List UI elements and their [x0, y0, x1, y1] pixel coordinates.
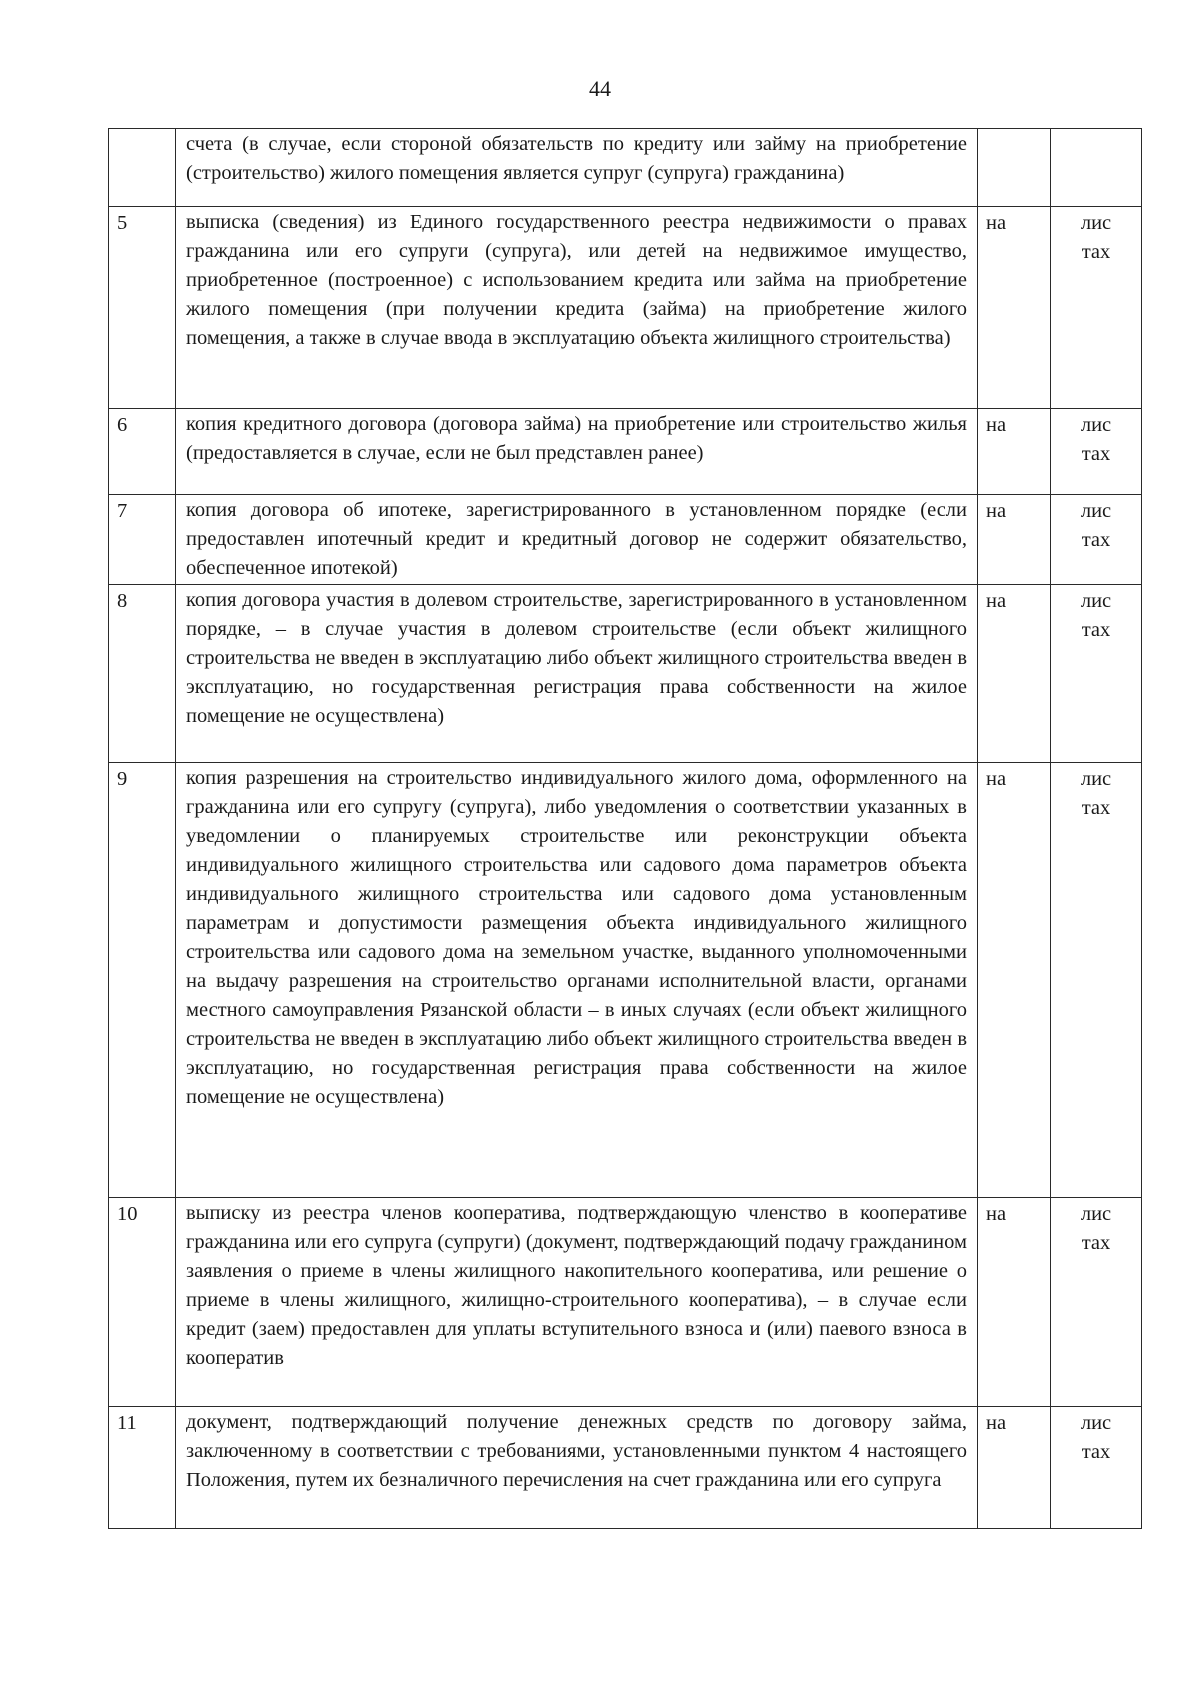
row-na: на: [978, 1198, 1051, 1407]
table-row: [109, 207, 1142, 409]
row-sheets: лис тах: [1051, 585, 1142, 763]
row-sheets: [1051, 129, 1142, 207]
table-row: [109, 129, 1142, 207]
table-row: [109, 1198, 1142, 1407]
row-text: копия договора об ипотеке, зарегистрированного в установленном порядке (если предоставлен ипотечный кредит и кредитный договор не содержит обязательство, обеспеченное ипотекой): [176, 495, 978, 585]
row-text: копия договора участия в долевом строительстве, зарегистрированного в установленном порядке, – в случае участия в долевом строительстве (если объект жилищного строительства не введен в эксплуатацию либо объект жилищного строительства введен в эксплуатацию, но государственная регистрация права собственности на жилое помещение не осуществлена): [176, 585, 978, 763]
row-number: 11: [109, 1407, 176, 1529]
row-sheets: лис тах: [1051, 409, 1142, 495]
row-sheets: лис тах: [1051, 1198, 1142, 1407]
row-number: 6: [109, 409, 176, 495]
row-sheets: лис тах: [1051, 495, 1142, 585]
row-number: 5: [109, 207, 176, 409]
row-na: на: [978, 495, 1051, 585]
row-text: копия разрешения на строительство индивидуального жилого дома, оформленного на гражданина или его супругу (супруга), либо уведомления о соответствии указанных в уведомлении о планируемых строительстве или реконструкции объекта индивидуального жилищного строительства или садового дома параметров объекта индивидуального жилищного строительства или садового дома установленным параметрам и допустимости размещения объекта индивидуального жилищного строительства или садового дома на земельном участке, выданного уполномоченными на выдачу разрешения на строительство органами исполнительной власти, органами местного самоуправления Рязанской области – в иных случаях (если объект жилищного строительства не введен в эксплуатацию либо объект жилищного строительства введен в эксплуатацию, но государственная регистрация права собственности на жилое помещение не осуществлена): [176, 763, 978, 1198]
row-text: счета (в случае, если стороной обязательств по кредиту или займу на приобретение (строительство) жилого помещения является супруг (супруга) гражданина): [176, 129, 978, 207]
row-number: 8: [109, 585, 176, 763]
row-sheets: лис тах: [1051, 1407, 1142, 1529]
row-na: на: [978, 763, 1051, 1198]
table-row: [109, 763, 1142, 1198]
row-number: [109, 129, 176, 207]
row-na: на: [978, 585, 1051, 763]
row-text: документ, подтверждающий получение денежных средств по договору займа, заключенному в соответствии с требованиями, установленными пунктом 4 настоящего Положения, путем их безналичного перечисления на счет гражданина или его супруга: [176, 1407, 978, 1529]
row-number: 10: [109, 1198, 176, 1407]
row-na: [978, 129, 1051, 207]
row-number: 9: [109, 763, 176, 1198]
row-na: на: [978, 1407, 1051, 1529]
row-text: выписку из реестра членов кооператива, подтверждающую членство в кооперативе гражданина или его супруга (супруги) (документ, подтверждающий подачу гражданином заявления о приеме в члены жилищного накопительного кооператива, или решение о приеме в члены жилищного, жилищно-строительного кооператива), – в случае если кредит (заем) предоставлен для уплаты вступительного взноса и (или) паевого взноса в кооператив: [176, 1198, 978, 1407]
row-text: копия кредитного договора (договора займа) на приобретение или строительство жилья (предоставляется в случае, если не был представлен ранее): [176, 409, 978, 495]
table-row: [109, 585, 1142, 763]
row-text: выписка (сведения) из Единого государственного реестра недвижимости о правах гражданина или его супруги (супруга), или детей на недвижимое имущество, приобретенное (построенное) с использованием кредита или займа на приобретение жилого помещения (при получении кредита (займа) на приобретение жилого помещения, а также в случае ввода в эксплуатацию объекта жилищного строительства): [176, 207, 978, 409]
row-na: на: [978, 409, 1051, 495]
documents-table: [108, 128, 1142, 1529]
row-sheets: лис тах: [1051, 207, 1142, 409]
table-row: [109, 495, 1142, 585]
table-row: [109, 1407, 1142, 1529]
row-na: на: [978, 207, 1051, 409]
row-number: 7: [109, 495, 176, 585]
row-sheets: лис тах: [1051, 763, 1142, 1198]
table-row: [109, 409, 1142, 495]
page-number: 44: [589, 76, 611, 101]
